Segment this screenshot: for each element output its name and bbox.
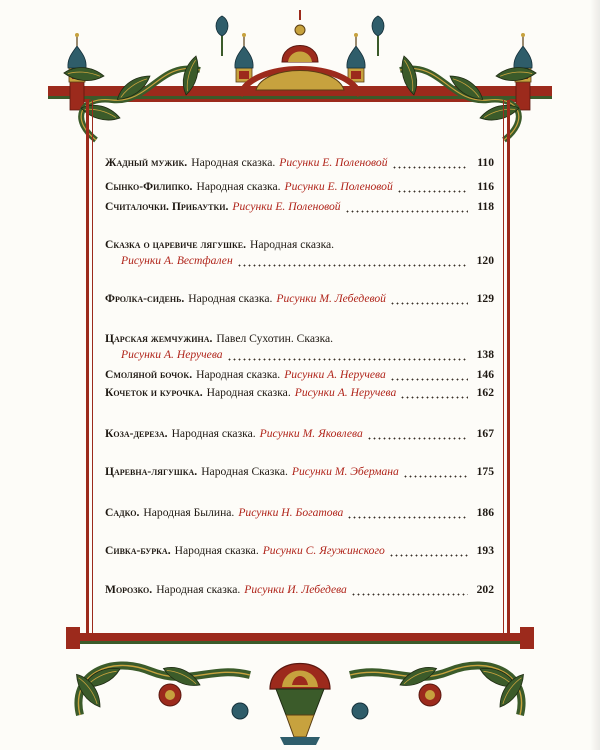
toc-entry-tsarskaya-zhemchuzhina (105, 332, 494, 364)
toc-entry-page: 162 (476, 386, 494, 399)
toc-entry-desc: Народная сказка. (191, 156, 276, 169)
toc-entry-illustrator: Рисунки М. Эбермана (291, 465, 399, 478)
toc-entry-title: Сынко-Филипко. (105, 180, 193, 193)
toc-entry-page: 202 (476, 583, 494, 596)
toc-entry-page: 193 (476, 544, 494, 557)
toc-entry-page: 118 (477, 200, 494, 213)
toc-entry-page: 138 (476, 348, 494, 361)
toc-entry-title: Морозко. (105, 583, 153, 596)
dot-leader (345, 210, 468, 213)
dot-leader (237, 264, 468, 267)
toc-entry-desc: Народная сказка. (171, 427, 256, 440)
toc-entry-illustrator: Рисунки Е. Поленовой (279, 156, 388, 169)
toc-entry-desc: Народная сказка. (196, 368, 281, 381)
dot-leader (389, 554, 468, 557)
toc-entry-page: 120 (476, 254, 494, 267)
toc-entry-desc: Народная Сказка. (201, 465, 288, 478)
dot-leader (367, 437, 468, 440)
toc-entry-title: Кочеток и курочка. (105, 386, 203, 399)
dot-leader (227, 358, 468, 361)
dot-leader (397, 190, 468, 193)
toc-entry-illustrator: Рисунки Н. Богатова (238, 506, 344, 519)
toc-entry-page: 186 (476, 506, 494, 519)
dot-leader (351, 593, 468, 596)
toc-entry-illustrator: Рисунки М. Лебедевой (276, 292, 386, 305)
toc-entry-desc: Народная сказка. (174, 544, 259, 557)
toc-entry-page: 167 (476, 427, 494, 440)
toc-entry-title: Царевна-лягушка. (105, 465, 198, 478)
toc-entry-desc: Народная сказка. (206, 386, 291, 399)
toc-entry-page: 146 (476, 368, 494, 381)
toc-entry-page: 175 (476, 465, 494, 478)
toc-entry-tsarevna-lyagushka (105, 465, 494, 481)
dot-leader (400, 396, 468, 399)
dot-leader (403, 475, 468, 478)
toc-entry-illustrator: Рисунки И. Лебедева (244, 583, 347, 596)
toc-entry-title: Считалочки. Прибаутки. (105, 200, 229, 213)
toc-entry-sivka-burka (105, 544, 494, 560)
toc-entry-title: Сказка о царевиче лягушке. (105, 238, 246, 251)
toc-entry-page: 116 (477, 180, 494, 193)
toc-entry-desc: Народная сказка. (196, 180, 281, 193)
toc-entry-zhadny-muzhik (105, 156, 494, 172)
toc-entry-illustrator: Рисунки Е. Поленовой (232, 200, 341, 213)
toc-entry-illustrator: Рисунки М. Яковлева (259, 427, 363, 440)
toc-entry-title: Жадный мужик. (105, 156, 188, 169)
toc-entry-title: Сивка-бурка. (105, 544, 171, 557)
bottom-folk-ornament-icon (0, 615, 600, 750)
toc-entry-desc: Народная сказка. (249, 238, 335, 251)
dot-leader (390, 378, 468, 381)
toc-entry-smolyanoy-bochok (105, 368, 494, 384)
toc-entry-morozko (105, 583, 494, 599)
toc-entry-title: Коза-дереза. (105, 427, 168, 440)
toc-entry-illustrator: Рисунки С. Ягужинского (262, 544, 385, 557)
toc-entry-title: Смоляной бочок. (105, 368, 193, 381)
dot-leader (390, 302, 468, 305)
toc-entry-sadko (105, 506, 494, 522)
toc-entry-illustrator: Рисунки Е. Поленовой (284, 180, 393, 193)
toc-entry-desc: Народная сказка. (188, 292, 273, 305)
toc-entry-tsarevich-lyagushka (105, 238, 494, 270)
dot-leader (347, 516, 468, 519)
toc-entry-title: Фролка-сидень. (105, 292, 185, 305)
toc-entry-page: 110 (477, 156, 494, 169)
toc-entry-desc: Павел Сухотин. Сказка. (216, 332, 334, 345)
toc-entry-kochetok-i-kurochka (105, 386, 494, 402)
toc-entry-illustrator: Рисунки А. Неручева (121, 348, 223, 361)
toc-entry-illustrator: Рисунки А. Вестфален (121, 254, 233, 267)
toc-entry-title: Садко. (105, 506, 140, 519)
toc-entry-koza-dereza (105, 427, 494, 443)
toc-entry-illustrator: Рисунки А. Неручева (294, 386, 397, 399)
toc-entry-synko-filipko (105, 180, 494, 196)
toc-entry-title: Царская жемчужина. (105, 332, 213, 345)
dot-leader (392, 166, 468, 169)
toc-entry-desc: Народная сказка. (156, 583, 241, 596)
toc-entry-desc: Народная Былина. (143, 506, 235, 519)
toc-entry-frolka-siden (105, 292, 494, 308)
toc-entry-page: 129 (476, 292, 494, 305)
toc-entry-schitalochki (105, 200, 494, 216)
toc-entry-illustrator: Рисунки А. Неручева (284, 368, 386, 381)
